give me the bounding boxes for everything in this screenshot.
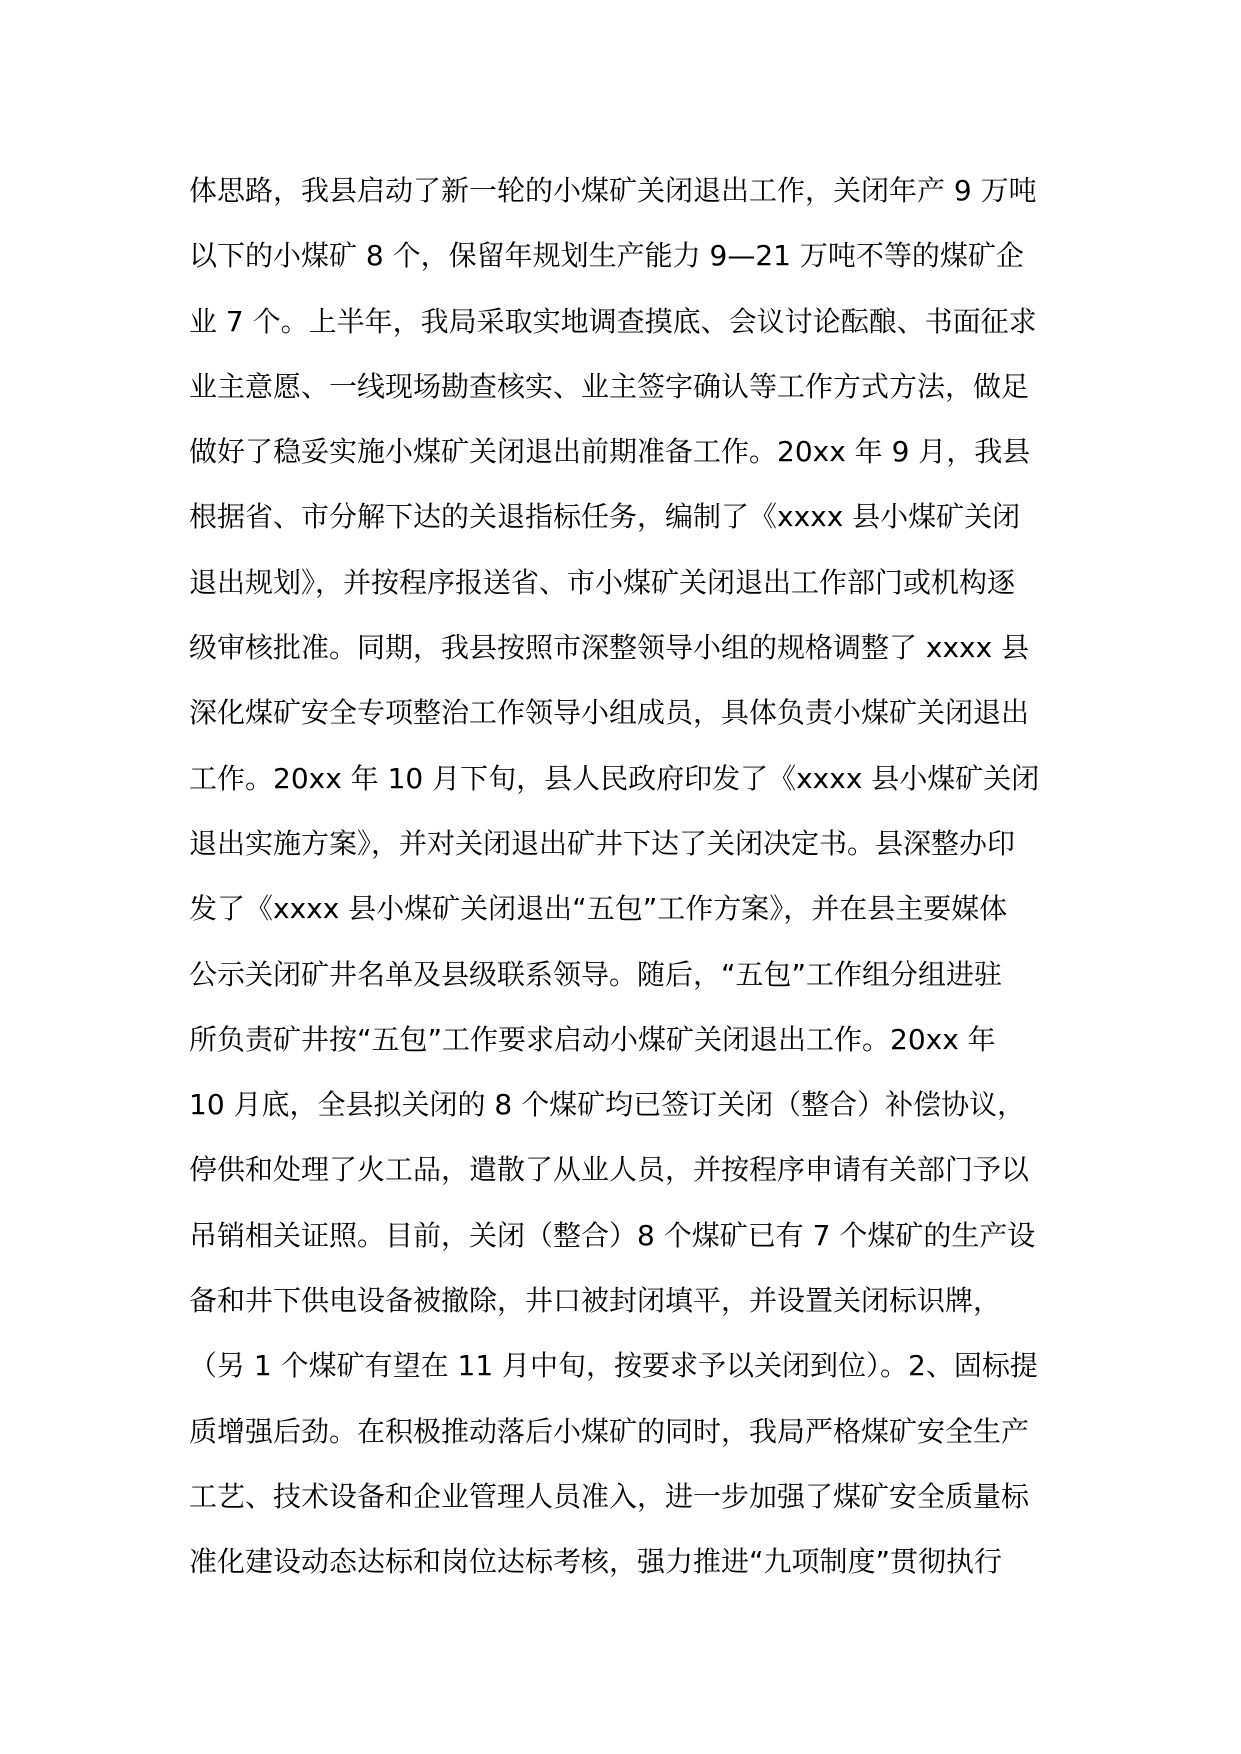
text-line: 根据省、市分解下达的关退指标任务，编制了《xxxx 县小煤矿关闭 [189,500,1021,534]
text-line: 业主意愿、一线现场勘查核实、业主签字确认等工作方式方法，做足 [189,369,1030,403]
text-line: 业 7 个。上半年，我局采取实地调查摸底、会议讨论酝酿、书面征求 [189,304,1037,338]
text-line: 所负责矿井按“五包”工作要求启动小煤矿关闭退出工作。20xx 年 [189,1022,996,1056]
text-line: 准化建设动态达标和岗位达标考核，强力推进“九项制度”贯彻执行 [189,1545,1003,1579]
text-line: 公示关闭矿井名单及县级联系领导。随后，“五包”工作组分组进驻 [189,957,1003,991]
text-line: 备和井下供电设备被撤除，井口被封闭填平，并设置关闭标识牌， [189,1284,1002,1318]
text-line: 做好了稳妥实施小煤矿关闭退出前期准备工作。20xx 年 9 月，我县 [189,435,1031,469]
text-line: 退出实施方案》，并对关闭退出矿井下达了关闭决定书。县深整办印 [189,826,1016,860]
text-line: 吊销相关证照。目前，关闭（整合）8 个煤矿已有 7 个煤矿的生产设 [189,1218,1036,1252]
text-line: 体思路，我县启动了新一轮的小煤矿关闭退出工作，关闭年产 9 万吨 [189,174,1037,207]
text-line: 工艺、技术设备和企业管理人员准入，进一步加强了煤矿安全质量标 [189,1479,1030,1513]
text-line: 级审核批准。同期，我县按照市深整领导小组的规格调整了 xxxx 县 [189,631,1030,665]
text-line: （另 1 个煤矿有望在 11 月中旬，按要求予以关闭到位）。2、固标提 [189,1349,1038,1383]
text-line: 深化煤矿安全专项整治工作领导小组成员，具体负责小煤矿关闭退出 [189,696,1030,730]
text-line: 以下的小煤矿 8 个，保留年规划生产能力 9—21 万吨不等的煤矿企 [189,239,1024,273]
text-line: 停供和处理了火工品，遣散了从业人员，并按程序申请有关部门予以 [189,1153,1030,1187]
text-line: 工作。20xx 年 10 月下旬，县人民政府印发了《xxxx 县小煤矿关闭 [189,761,1040,795]
text-line: 退出规划》，并按程序报送省、市小煤矿关闭退出工作部门或机构逐 [189,565,1016,599]
body-text [189,158,1059,1595]
text-line: 质增强后劲。在积极推动落后小煤矿的同时，我局严格煤矿安全生产 [189,1414,1030,1448]
text-line: 10 月底，全县拟关闭的 8 个煤矿均已签订关闭（整合）补偿协议， [189,1088,1026,1122]
text-line: 发了《xxxx 县小煤矿关闭退出“五包”工作方案》，并在县主要媒体 [189,892,1008,926]
